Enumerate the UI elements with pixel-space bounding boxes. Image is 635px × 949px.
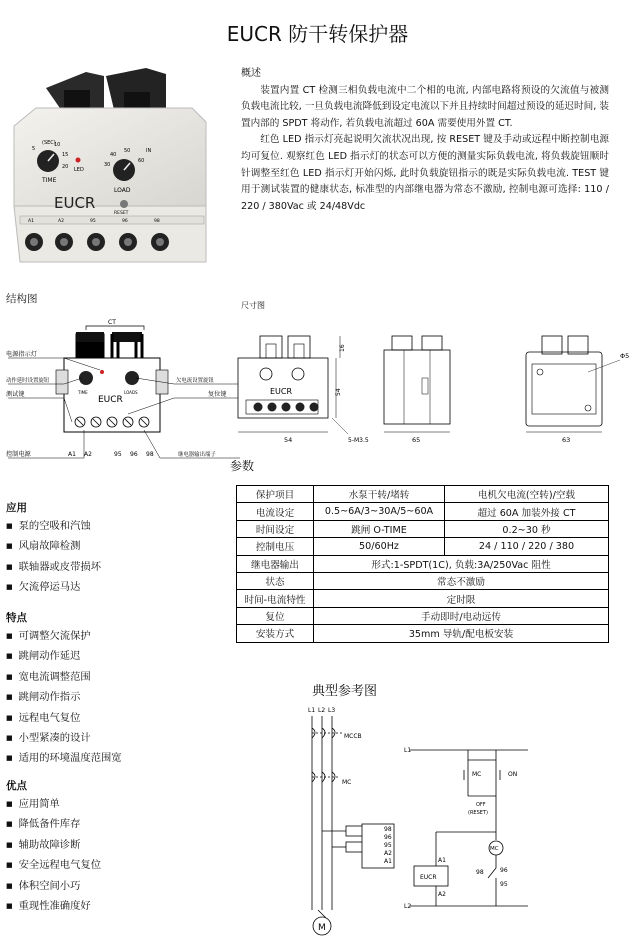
- brand-logo: EUCR: [98, 395, 123, 405]
- callout-test: 测试键: [6, 391, 25, 398]
- ct-label: CT: [108, 319, 116, 326]
- structure-diagram: [4, 314, 244, 464]
- table-row: [237, 572, 609, 589]
- load-label: LOADS: [124, 390, 138, 395]
- phase-label: L2: [318, 707, 326, 714]
- terminal-label: 98: [476, 869, 484, 876]
- advantages-heading: 优点: [6, 780, 27, 792]
- overview-paragraph: 红色 LED 指示灯亮起说明欠流状况出现, 按 RESET 键及手动或远程中断控制电源均可复位. 观察红色 LED 指示灯的状态可以方便的测量实际负载电流, 将负载旋钮顺时针调整至红色 LED 指示灯开始闪烁, 此时负载旋钮指示的既是实际负载电流. TEST 键用于测试装置的健康状态, 标准型的内部继电器为常态不激励, 控制电源可选择: 110 / 220 / 380Vac 或 24/48Vdc: [241, 134, 609, 212]
- list-item: ■ 跳闸动作指示: [6, 688, 122, 708]
- terminal-label: 98: [154, 219, 160, 224]
- off-button-label: OFF: [476, 802, 486, 808]
- terminal-label: 96: [122, 219, 128, 224]
- table-row: [237, 486, 609, 503]
- list-item: ■ 泵的空吸和汽蚀: [6, 517, 101, 537]
- terminal-label: 96: [384, 834, 392, 841]
- table-row: [237, 590, 609, 607]
- terminal-label: A1: [28, 219, 34, 224]
- brand-logo: EUCR: [270, 387, 293, 396]
- list-item: ■ 辅助故障诊断: [6, 836, 101, 856]
- table-cell: 0.5~6A/3~30A/5~60A: [314, 503, 445, 520]
- callout-delay-knob: 动作延时设置旋钮: [6, 378, 50, 384]
- dimension-label: 63: [562, 436, 571, 444]
- terminal-label: A1: [384, 858, 392, 865]
- brand-logo: EUCR: [54, 194, 96, 212]
- table-cell: 形式:1-SPDT(1C), 负载:3A/250Vac 阻性: [314, 555, 609, 572]
- list-item: ■ 体积空间小巧: [6, 877, 101, 897]
- terminal-label: A2: [438, 891, 446, 898]
- reset-label: (RESET): [468, 810, 488, 816]
- overview: [241, 66, 609, 215]
- params-table: [236, 485, 609, 643]
- table-cell: 手动即时/电动远传: [314, 607, 609, 624]
- led-label: LED: [74, 167, 84, 173]
- list-item: ■ 宽电流调整范围: [6, 668, 122, 688]
- phase-label: L1: [308, 707, 316, 714]
- table-cell: 电机欠电流(空转)/空载: [445, 486, 609, 503]
- brand-logo: EUCR: [420, 874, 437, 881]
- sec-label: (SEC): [42, 140, 56, 146]
- motor-label: M: [318, 923, 326, 933]
- table-row: [237, 503, 609, 520]
- terminal-label: 98: [146, 451, 154, 458]
- dimensions-heading: 尺寸图: [241, 301, 265, 310]
- load-label: LOAD: [114, 187, 131, 194]
- terminal-label: 95: [114, 451, 122, 458]
- time-tick: 5: [32, 146, 36, 152]
- line-label: L2: [404, 903, 412, 910]
- line-label: L1: [404, 747, 412, 754]
- table-cell: 时间设定: [237, 520, 314, 537]
- mccb-label: MCCB: [344, 733, 362, 740]
- list-item: ■ 跳闸动作延迟: [6, 647, 122, 667]
- applications-heading: 应用: [6, 502, 27, 514]
- list-item: ■ 联轴器或皮带损坏: [6, 558, 101, 578]
- terminal-label: 95: [90, 219, 96, 224]
- table-cell: 水泵干转/堵转: [314, 486, 445, 503]
- params-heading: 参数: [230, 459, 255, 473]
- callout-relay-out: 继电器输出端子: [178, 452, 216, 458]
- terminal-label: A2: [84, 451, 92, 458]
- time-label: TIME: [78, 390, 88, 395]
- dimension-label: 54: [335, 388, 342, 396]
- led-indicator: [76, 158, 81, 163]
- list-item: ■ 降低备件库存: [6, 815, 101, 835]
- on-button-label: ON: [508, 771, 518, 778]
- list-item: ■ 小型紧凑的设计: [6, 729, 122, 749]
- reset-label: RESET: [114, 211, 129, 216]
- terminal-label: A1: [438, 857, 446, 864]
- mc-label: MC: [472, 771, 482, 778]
- reset-button: [120, 200, 128, 208]
- callout-power: 控制电源: [6, 451, 31, 458]
- table-cell: 跳闸 O-TIME: [314, 520, 445, 537]
- time-tick: 15: [62, 152, 69, 158]
- terminal-label: A2: [384, 850, 392, 857]
- callout-under-knob: 欠电流设置旋钮: [176, 378, 214, 384]
- dimension-label: 5-M3.5: [348, 437, 369, 444]
- terminal-label: A2: [58, 219, 64, 224]
- list-item: ■ 应用简单: [6, 795, 101, 815]
- features-heading: 特点: [6, 612, 27, 624]
- terminal-label: 96: [130, 451, 138, 458]
- load-tick: 50: [124, 148, 131, 154]
- structure-heading: 结构图: [6, 293, 38, 305]
- table-cell: 24 / 110 / 220 / 380: [445, 538, 609, 555]
- table-row: [237, 625, 609, 642]
- load-tick: 40: [110, 152, 117, 158]
- terminal-label: 96: [500, 867, 508, 874]
- callout-led: 电源指示灯: [6, 351, 37, 358]
- time-label: TIME: [42, 177, 57, 184]
- time-tick: 20: [62, 164, 69, 170]
- table-row: [237, 607, 609, 624]
- reference-heading: 典型参考图: [312, 684, 378, 699]
- applications-section: [6, 500, 101, 599]
- dimension-label: Φ5: [620, 352, 630, 360]
- table-cell: 50/60Hz: [314, 538, 445, 555]
- list-item: ■ 适用的环境温度范围宽: [6, 749, 122, 769]
- terminal-label: A1: [68, 451, 76, 458]
- page-title: EUCR 防干转保护器: [226, 22, 409, 46]
- load-tick: 60: [138, 158, 145, 164]
- list-item: ■ 可调整欠流保护: [6, 627, 122, 647]
- table-cell: 0.2~30 秒: [445, 520, 609, 537]
- table-cell: 定时限: [314, 590, 609, 607]
- dimension-drawing: [236, 322, 634, 448]
- features-section: [6, 610, 122, 770]
- time-tick: 10: [54, 142, 61, 148]
- table-row: [237, 555, 609, 572]
- table-cell: 时间-电流特性: [237, 590, 314, 607]
- list-item: ■ 重现性准确度好: [6, 897, 101, 917]
- table-cell: 保护项目: [237, 486, 314, 503]
- product-photo: [6, 66, 228, 278]
- dimension-label: 54: [284, 436, 293, 444]
- dimension-label: 16: [339, 344, 346, 352]
- advantages-section: [6, 778, 101, 917]
- table-cell: 复位: [237, 607, 314, 624]
- in-label: IN: [146, 148, 152, 154]
- table-cell: 控制电压: [237, 538, 314, 555]
- overview-paragraph: 装置内置 CT 检测三相负载电流中二个相的电流, 内部电路将预设的欠流值与被测负载电流比较, 一旦负载电流降低到设定电流以下并且持续时间超过预设的延迟时间, 装置内部的 SPDT 将动作, 若负载电流超过 60A 需要使用外置 CT.: [241, 84, 609, 129]
- table-cell: 继电器输出: [237, 555, 314, 572]
- table-row: [237, 520, 609, 537]
- reference-circuit: [300, 700, 530, 945]
- load-tick: 30: [104, 162, 111, 168]
- mc-coil-label: MC: [490, 846, 499, 852]
- dimension-label: 65: [412, 436, 421, 444]
- table-cell: 状态: [237, 572, 314, 589]
- table-cell: 常态不激励: [314, 572, 609, 589]
- phase-label: L3: [328, 707, 336, 714]
- table-cell: 超过 60A 加装外接 CT: [445, 503, 609, 520]
- list-item: ■ 安全远程电气复位: [6, 856, 101, 876]
- table-cell: 电流设定: [237, 503, 314, 520]
- mc-label: MC: [342, 779, 352, 786]
- terminal-label: 95: [500, 881, 508, 888]
- terminal-label: 98: [384, 826, 392, 833]
- table-cell: 安装方式: [237, 625, 314, 642]
- table-row: [237, 538, 609, 555]
- list-item: ■ 欠流停运马达: [6, 578, 101, 598]
- terminal-label: 95: [384, 842, 392, 849]
- list-item: ■ 风扇故障检测: [6, 537, 101, 557]
- callout-reset: 复位键: [208, 391, 227, 398]
- list-item: ■ 远程电气复位: [6, 709, 122, 729]
- overview-heading: 概述: [241, 68, 261, 79]
- table-cell: 35mm 导轨/配电板安装: [314, 625, 609, 642]
